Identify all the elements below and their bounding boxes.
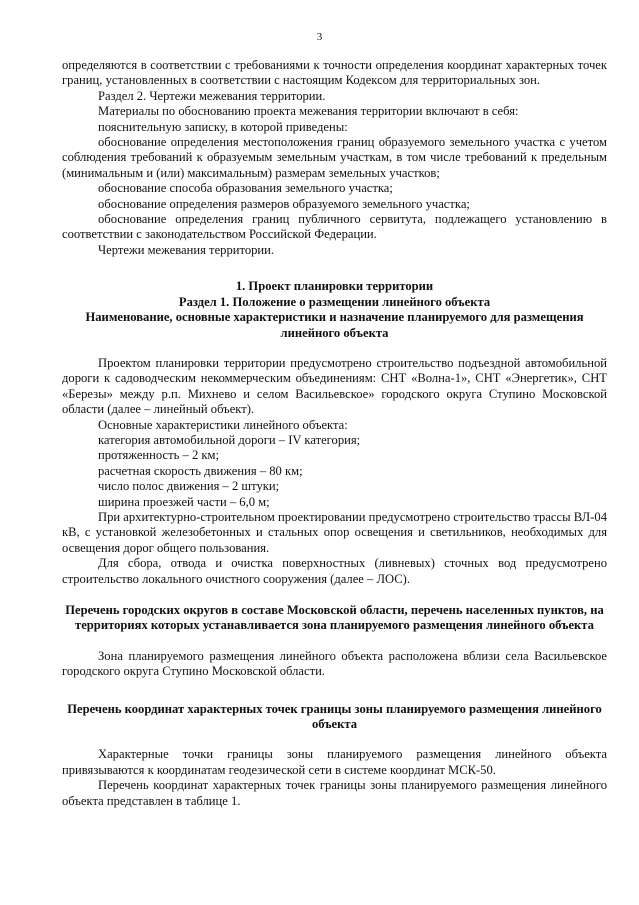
section-3-paragraph: Перечень координат характерных точек границы зоны планируемого размещения линейного объекта представлен в таблице 1. [62,778,607,808]
section-3-paragraph: Характерные точки границы зоны планируемого размещения линейного объекта привязываются к координатам геодезической сети в системе координат МСК-50. [62,747,607,777]
section-1-paragraph: протяженность – 2 км; [98,448,219,463]
section-1-subtitle: Раздел 1. Положение о размещении линейного объекта [178,294,491,309]
intro-paragraph: Раздел 2. Чертежи межевания территории. [98,88,326,103]
section-1 [62,279,607,587]
section-2-body [62,649,607,680]
section-3-heading: Перечень координат характерных точек границы зоны планируемого размещения линейного объекта [67,701,602,732]
intro-paragraph: Материалы по обоснованию проекта межевания территории включают в себя: [98,104,519,119]
section-1-paragraph: расчетная скорость движения – 80 км; [98,463,303,478]
section-1-title: 1. Проект планировки территории [235,279,434,294]
section-3 [62,702,607,809]
section-1-paragraph: Проектом планировки территории предусмотрено строительство подъездной автомобильной дороги к садоводческим некоммерческим объединениям: СНТ «Волна-1», СНТ «Энергетик», СНТ «Березы» между р.п. Михнево и селом Васильевское» городского округа Ступино Московской области (далее – линейный объект). [62,355,607,417]
intro-paragraph: обоснование определения размеров образуемого земельного участка; [98,196,470,211]
page-number: 3 [316,31,323,43]
section-2-heading: Перечень городских округов в составе Московской области, перечень населенных пунктов, на территориях которых устанавливается зона планируемого размещения линейного объекта [65,603,604,633]
section-1-paragraph: Для сбора, отвода и очистка поверхностных (ливневых) сточных вод предусмотрено строительство локального очистного сооружения (далее – ЛОС). [62,556,607,586]
section-2-paragraph: Зона планируемого размещения линейного объекта расположена вблизи села Васильевское городского округа Ступино Московской области. [62,648,607,679]
section-1-paragraph: категория автомобильной дороги – IV категория; [98,432,361,447]
section-1-heading: Наименование, основные характеристики и назначение планируемого для размещения линейного объекта [85,310,584,340]
section-1-body [62,356,607,587]
section-1-paragraph: При архитектурно-строительном проектировании предусмотрено строительство трассы ВЛ-04 кВ, с установкой железобетонных и стальных опор освещения и светильников, необходимых для освещения дорог общего пользования. [62,509,607,555]
intro-paragraph: Чертежи межевания территории. [98,242,275,257]
section-1-paragraph: Основные характеристики линейного объекта: [98,417,348,432]
intro-paragraph: пояснительную записку, в которой приведены: [98,119,348,134]
intro-paragraph: обоснование определения границ публичного сервитута, подлежащего установлению в соответствии с законодательством Российской Федерации. [62,212,607,242]
section-2 [62,603,607,680]
section-3-body [62,747,607,809]
section-1-paragraph: число полос движения – 2 штуки; [98,479,280,494]
intro-paragraph: определяются в соответствии с требованиями к точности определения координат характерных точек границ, установленных в соответствии с настоящим Кодексом для территориальных зон. [62,58,607,88]
section-1-paragraph: ширина проезжей части – 6,0 м; [98,494,270,509]
intro-paragraph: обоснование способа образования земельного участка; [98,181,393,196]
intro-paragraph: обоснование определения местоположения границ образуемого земельного участка с учетом соблюдения требований к образуемым земельным участкам, в том числе требований к предельным (минимальным и (или) максимальным) размерам земельных участков; [62,135,607,180]
document-body [62,58,607,809]
